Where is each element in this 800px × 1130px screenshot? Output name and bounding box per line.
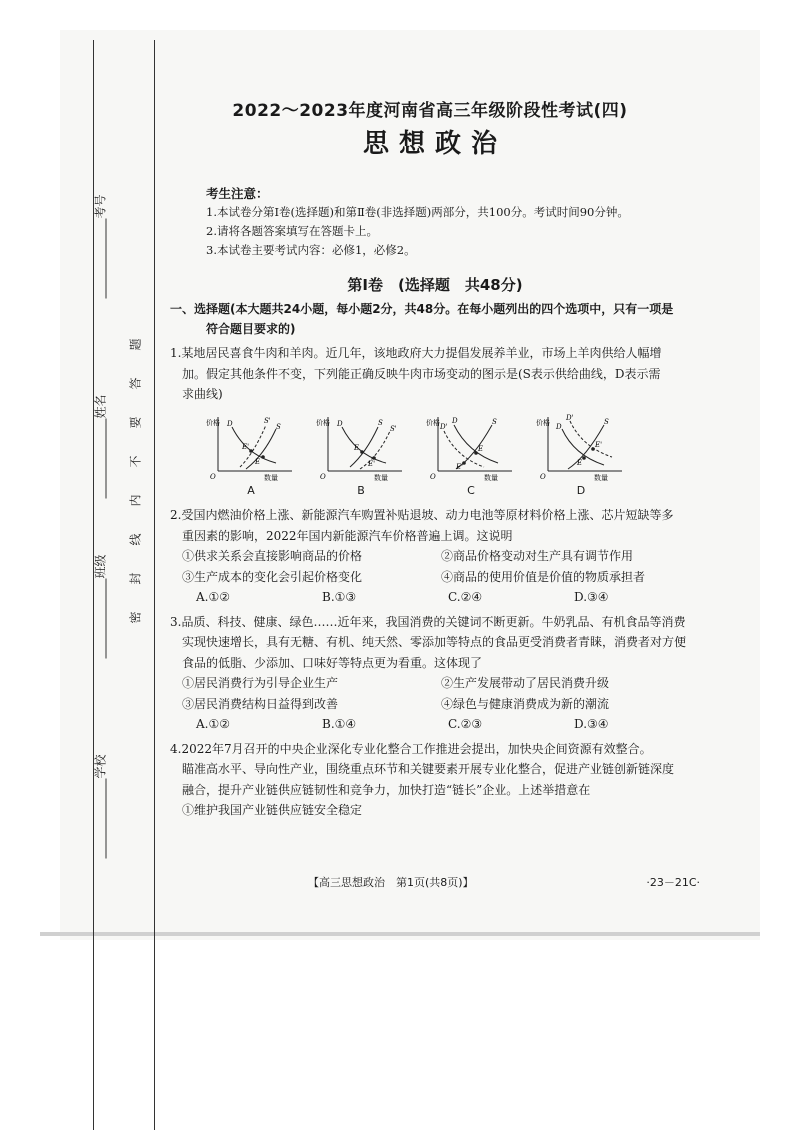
demand-curve: [232, 427, 276, 463]
question-1: [170, 343, 700, 501]
answer-options: [170, 587, 700, 608]
origin-label: O: [430, 472, 436, 481]
notice-title: 考生注意：: [206, 186, 269, 201]
curve-label: D': [566, 413, 574, 422]
statement: ③居民消费结构日益得到改善: [182, 696, 339, 711]
statement: ①居民消费行为引导企业生产: [182, 676, 339, 690]
demand-curve-shifted: [570, 421, 612, 457]
answer-option: A.①②: [196, 590, 230, 604]
curve-label: S': [264, 416, 271, 425]
y-axis-label: 价格: [206, 418, 220, 427]
demand-curve: [342, 427, 386, 463]
statement-row: [170, 673, 700, 694]
binding-line-inner: [154, 40, 155, 1130]
answer-option: A.①②: [196, 717, 230, 731]
statement-row: [170, 694, 700, 715]
seal-char: 线: [128, 533, 143, 546]
point-label: E': [368, 459, 376, 468]
statement: ①供求关系会直接影响商品的价格: [182, 549, 363, 563]
subject-title: 思想政治: [362, 129, 507, 159]
page-footer-label: 【高三思想政治 第1页(共8页)】: [308, 876, 474, 889]
point-label: E': [595, 440, 603, 449]
point-label: E: [354, 443, 360, 452]
statement: ③生产成本的变化会引起价格变化: [182, 569, 363, 584]
answer-options: [170, 714, 700, 735]
seal-char: 封: [128, 572, 143, 585]
graph-b-plot: [316, 411, 406, 481]
origin-label: O: [320, 472, 326, 481]
question-line: 求曲线): [182, 387, 223, 401]
question-4: [170, 739, 700, 821]
statement-row: [170, 546, 700, 567]
supply-curve: [246, 429, 276, 469]
page-content: [170, 96, 700, 821]
part-title: 第Ⅰ卷 (选择题 共48分): [347, 276, 523, 294]
seal-char: 不: [128, 455, 143, 468]
seal-char: 要: [128, 416, 143, 429]
question-2: [170, 505, 700, 608]
field-underline: [96, 779, 106, 859]
x-axis-label: 数量: [484, 473, 498, 481]
graph-d-plot: [536, 411, 626, 481]
question-line: 2.受国内燃油价格上涨、新能源汽车购置补贴退坡、动力电池等原材料价格上涨、芯片短缺等多: [170, 508, 674, 522]
seal-char: 内: [128, 494, 143, 507]
graph-option-label: A: [247, 483, 255, 497]
equilibrium-point-shifted: [249, 449, 253, 453]
y-axis-label: 价格: [536, 418, 550, 427]
answer-option: C.②③: [448, 717, 483, 731]
section-label: 一、选择题: [170, 302, 231, 316]
section-instructions-cont: 符合题目要求的): [206, 322, 296, 336]
graph-option-label: B: [357, 483, 365, 497]
question-line: 重因素的影响，2022年国内新能源汽车价格普遍上调。这说明: [182, 528, 513, 543]
question-line: 食品的低脂、少添加、口味好等特点更为看重。这体现了: [182, 655, 483, 670]
curve-label: D: [452, 416, 458, 425]
demand-curve: [454, 425, 498, 463]
seal-char: 答: [128, 377, 143, 390]
scan-edge: [40, 932, 760, 936]
point-label: E: [577, 458, 583, 467]
statement: ②生产发展带动了居民消费升级: [441, 676, 610, 690]
field-name: 姓名: [92, 379, 109, 499]
origin-label: O: [540, 472, 546, 481]
field-underline: [96, 579, 106, 659]
section-instructions: (本大题共24小题，每小题2分，共48分。在每小题列出的四个选项中，只有一项是: [230, 302, 674, 316]
section-heading: [170, 299, 700, 339]
point-label: E': [456, 462, 464, 471]
question-line: 融合，提升产业链供应链韧性和竞争力，加快打造“链长”企业。上述举措意在: [182, 782, 591, 797]
question-line: 1.某地居民喜食牛肉和羊肉。近几年，该地政府大力提倡发展养羊业，市场上羊肉供给人幅增: [170, 346, 662, 360]
field-school: 学校: [92, 739, 109, 859]
curve-label: D: [556, 422, 562, 431]
graph-c: [426, 411, 516, 502]
notice-block: [206, 184, 700, 260]
graph-c-plot: [426, 411, 516, 481]
seal-char: 题: [128, 338, 143, 351]
statement-row: [170, 567, 700, 588]
point-label: E: [478, 444, 484, 453]
curve-label: D: [337, 419, 343, 428]
statement: ④商品的使用价值是价值的物质承担者: [441, 569, 646, 584]
statement: ④绿色与健康消费成为新的潮流: [441, 696, 610, 711]
equilibrium-point: [261, 455, 265, 459]
graph-a-plot: [206, 411, 296, 481]
question-line: 3.品质、科技、健康、绿色……近年来，我国消费的关键词不断更新。牛奶乳品、有机食品等消费: [170, 614, 686, 629]
graph-b: [316, 411, 406, 502]
question-line: 4.2022年7月召开的中央企业深化专业化整合工作推进会提出，加快央企间资源有效整合。: [170, 741, 652, 756]
x-axis-label: 数量: [594, 473, 608, 481]
field-class: 班级: [92, 539, 109, 659]
y-axis-label: 价格: [316, 418, 330, 427]
curve-label: S: [276, 422, 281, 431]
point-label: E': [242, 442, 250, 451]
answer-option: D.③④: [574, 717, 609, 731]
seal-char: 密: [128, 611, 143, 624]
field-underline: [96, 419, 106, 499]
curve-label: S: [378, 418, 383, 427]
answer-option: B.①③: [322, 590, 357, 604]
notice-item: 2.请将各题答案填写在答题卡上。: [206, 224, 378, 238]
question-line: 瞄准高水平、导向性产业，围绕重点环节和关键要素开展专业化整合，促进产业链创新链深度: [182, 762, 675, 776]
equilibrium-point: [582, 456, 586, 460]
question-line: 实现快速增长，具有无糖、有机、纯天然、零添加等特点的食品更受消费者青睐，消费者对方便: [182, 635, 687, 649]
graph-d: [536, 411, 626, 502]
notice-item: 1.本试卷分第Ⅰ卷(选择题)和第Ⅱ卷(非选择题)两部分，共100分。考试时间90分钟。: [206, 205, 629, 219]
y-axis-label: 价格: [426, 418, 440, 427]
answer-option: B.①④: [322, 717, 357, 731]
curve-label: S': [390, 424, 397, 433]
field-underline: [96, 219, 106, 299]
curve-label: S: [492, 417, 497, 426]
notice-item: 3.本试卷主要考试内容：必修1，必修2。: [206, 243, 416, 257]
field-exam-number: 考号: [92, 179, 109, 299]
x-axis-label: 数量: [264, 473, 278, 481]
graph-option-label: D: [576, 483, 586, 497]
paper-code: ·23－21C·: [646, 876, 700, 889]
curve-label: D: [227, 419, 233, 428]
x-axis-label: 数量: [374, 473, 388, 481]
question-3: [170, 612, 700, 735]
answer-option: D.③④: [574, 590, 609, 604]
statement: ②商品价格变动对生产具有调节作用: [441, 549, 634, 563]
statement: ①维护我国产业链供应链安全稳定: [182, 803, 363, 817]
graph-a: [206, 411, 296, 502]
origin-label: O: [210, 472, 216, 481]
answer-option: C.②④: [448, 590, 483, 604]
equilibrium-point: [360, 450, 364, 454]
q1-graphs: [206, 411, 626, 502]
curve-label: S: [604, 417, 609, 426]
curve-label: D': [440, 422, 448, 431]
point-label: E: [255, 457, 261, 466]
question-line: 加。假定其他条件不变，下列能正确反映牛肉市场变动的图示是(S表示供给曲线，D表示需: [182, 366, 661, 381]
exam-title: 2022～2023年度河南省高三年级阶段性考试(四): [232, 101, 628, 121]
graph-option-label: C: [467, 483, 475, 497]
